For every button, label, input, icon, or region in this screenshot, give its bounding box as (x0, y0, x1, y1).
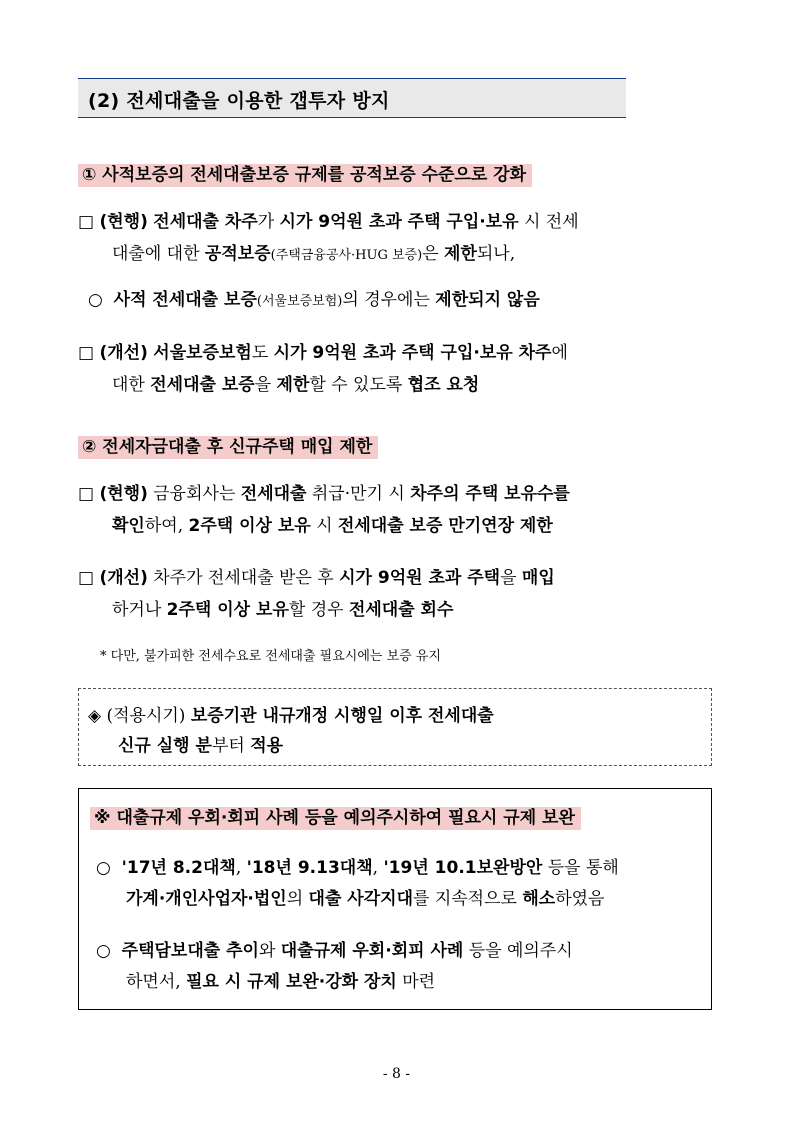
section-title-bar (78, 78, 626, 118)
text: 대출에 대한 (112, 244, 205, 264)
item-improve-2-line1 (78, 565, 555, 591)
text-bold: 2주택 이상 보유 (166, 600, 289, 620)
item-improve-1-line1 (78, 340, 568, 366)
text: , (372, 858, 384, 878)
item-current-2-line1 (78, 481, 570, 507)
text: 의 (286, 889, 309, 909)
text-bold: 제한 (444, 244, 477, 264)
section-title: (2) 전세대출을 이용한 갭투자 방지 (88, 90, 390, 112)
text: 에 (551, 343, 568, 363)
text-bold: 전세대출 보증 만기연장 제한 (337, 516, 553, 536)
text-bold: 공적보증 (204, 244, 271, 264)
subheading-2 (78, 432, 378, 457)
text: 을 (254, 375, 277, 395)
subheading-1-title: ① 사적보증의 전세대출보증 규제를 공적보증 수준으로 강화 (78, 164, 532, 187)
text-bold: 주택담보대출 추이 (121, 941, 259, 961)
text: 시 (310, 516, 338, 536)
circle-bullet: ○ (96, 941, 111, 961)
box-bullet-2-line1 (96, 938, 573, 964)
box-bullet-1-line2 (126, 886, 604, 912)
text-bold: 전세대출 (240, 484, 307, 504)
item-current-1-line1 (78, 209, 579, 235)
text: 하였음 (555, 889, 605, 909)
diamond-bullet: ◈ (88, 706, 102, 726)
text-bold: 제한 (276, 375, 310, 395)
text-bold: 대출규제 우회·회피 사례 (280, 941, 464, 961)
square-bullet: □ (78, 212, 95, 232)
text: 하여, (144, 516, 189, 536)
text-bold: 2주택 이상 보유 (188, 516, 311, 536)
text-bold: 전세대출 회수 (348, 600, 454, 620)
label-current: (현행) (99, 484, 148, 504)
subheading-1 (78, 160, 532, 185)
text: 은 (422, 244, 445, 264)
text: , (235, 858, 247, 878)
text: 하거나 (112, 600, 167, 620)
text-bold: 대출 사각지대 (308, 889, 413, 909)
text-small: (주택금융공사·HUG 보증) (270, 248, 423, 263)
box-heading (90, 803, 581, 828)
square-bullet: □ (78, 568, 95, 588)
text-bold: 서울보증보험 (153, 343, 252, 363)
item-current-1-line2 (112, 241, 515, 269)
item-improve-1-line2 (112, 372, 479, 398)
label-current: (현행) (99, 212, 148, 232)
text: 차주가 전세대출 받은 후 (147, 568, 340, 588)
text: 할 경우 (288, 600, 349, 620)
text: 금융회사는 (147, 484, 241, 504)
item-improve-2-line2 (112, 597, 453, 623)
text-bold: 시가 9억원 초과 주택 구입·보유 차주 (273, 343, 552, 363)
text: 등을 예의주시 (463, 941, 573, 961)
application-line1 (88, 703, 494, 729)
text: 마련 (396, 972, 436, 992)
label-improve: (개선) (99, 343, 148, 363)
text-bold: 확인 (112, 516, 145, 536)
text-bold: 협조 요청 (407, 375, 480, 395)
text: 도 (251, 343, 274, 363)
application-line2 (118, 733, 283, 759)
text-bold: '17년 8.2대책 (121, 858, 236, 878)
text-bold: 시가 9억원 초과 주택 구입·보유 (279, 212, 519, 232)
box-bullet-2-line2 (126, 969, 435, 995)
text-small: (서울보증보험) (256, 294, 343, 309)
text-bold: 사적 전세대출 보증 (113, 290, 257, 310)
text-bold: 해소 (522, 889, 556, 909)
text: 대한 (112, 375, 151, 395)
text: 시 전세 (518, 212, 579, 232)
text-bold: 적용 (250, 736, 284, 756)
text: 되나, (476, 244, 516, 264)
item-current-2-line2 (112, 513, 553, 539)
text: 하면서, (126, 972, 187, 992)
label-apply: (적용시기) (106, 706, 186, 726)
square-bullet: □ (78, 484, 95, 504)
box-bullet-1-line1 (96, 855, 619, 881)
text: 를 지속적으로 (413, 889, 523, 909)
text-bold: '18년 9.13대책 (246, 858, 373, 878)
subheading-2-title: ② 전세자금대출 후 신규주택 매입 제한 (78, 436, 378, 459)
text-bold: 전세대출 차주 (153, 212, 258, 232)
label-improve: (개선) (99, 568, 148, 588)
box-heading-text: ※ 대출규제 우회·회피 사례 등을 예의주시하여 필요시 규제 보완 (90, 807, 581, 830)
text-bold: 전세대출 보증 (150, 375, 255, 395)
circle-bullet: ○ (88, 290, 103, 310)
text-bold: 가계·개인사업자·법인 (126, 889, 287, 909)
footnote: * 다만, 불가피한 전세수요로 전세대출 필요시에는 보증 유지 (100, 649, 441, 664)
text: 의 경우에는 (342, 290, 436, 310)
text: 을 (500, 568, 522, 588)
text: 와 (258, 941, 281, 961)
text: 취급·만기 시 (306, 484, 411, 504)
text: 등을 통해 (542, 858, 619, 878)
text-bold: 시가 9억원 초과 주택 (339, 568, 501, 588)
square-bullet: □ (78, 343, 95, 363)
circle-bullet: ○ (96, 858, 111, 878)
text-bold: 신규 실행 분 (118, 736, 212, 756)
text-bold: '19년 10.1보완방안 (383, 858, 543, 878)
page-number: - 8 - (382, 1066, 411, 1082)
text-bold: 제한되지 않음 (435, 290, 540, 310)
text-bold: 필요 시 규제 보완·강화 장치 (186, 972, 397, 992)
item-1-sub (88, 287, 540, 315)
text: 가 (257, 212, 280, 232)
text: 할 수 있도록 (309, 375, 408, 395)
text: 부터 (211, 736, 251, 756)
text-bold: 매입 (521, 568, 555, 588)
text-bold: 보증기관 내규개정 시행일 이후 전세대출 (190, 706, 494, 726)
text-bold: 차주의 주택 보유수를 (410, 484, 570, 504)
